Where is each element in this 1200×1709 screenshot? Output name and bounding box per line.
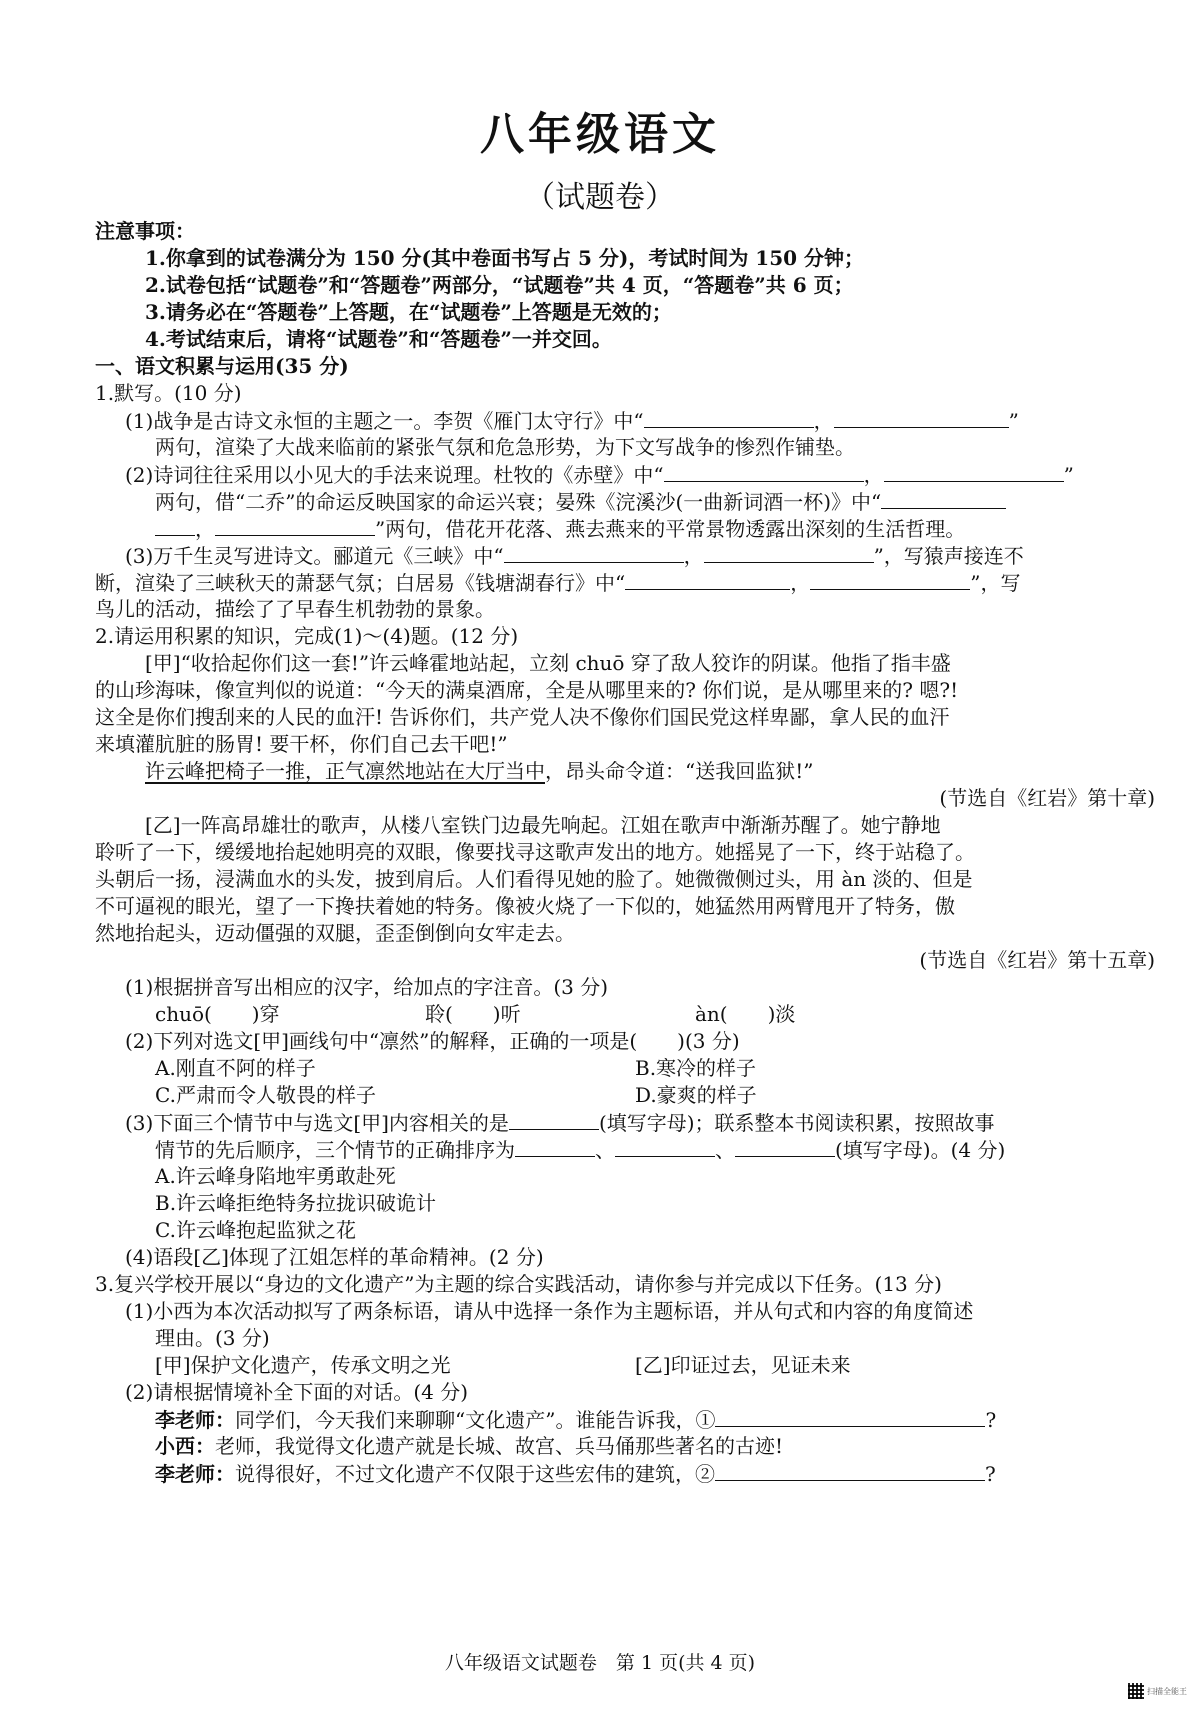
q2-sub3-cont-text2: (填写字母)。(4 分) (835, 1138, 1006, 1162)
answer-blank (735, 1136, 835, 1157)
question-3-stem: 3.复兴学校开展以“身边的文化遗产”为主题的综合实践活动，请你参与并完成以下任务。(13 分) (95, 1272, 942, 1296)
q1-part3-cont-text: 断，渲染了三峡秋天的萧瑟气氛；白居易《钱塘湖春行》中“ (95, 571, 626, 595)
passage-jia-line (95, 758, 1160, 785)
option-item: D.豪爽的样子 (635, 1083, 757, 1107)
dialog-end: ? (985, 1408, 997, 1432)
q1-part3-text: (3)万千生灵写进诗文。郦道元《三峡》中“ (125, 544, 504, 568)
q1-part3-cont-text2: ”，写 (970, 571, 1021, 595)
answer-blank (810, 569, 970, 590)
q2-sub2-options-row (95, 1082, 1160, 1109)
option-item: B.许云峰拒绝特务拉拢识破诡计 (155, 1191, 437, 1215)
answer-blank (715, 1406, 985, 1427)
scanner-watermark (1128, 1682, 1196, 1700)
q1-part2-cont2-text: ”两句，借花开花落、燕去燕来的平常景物透露出深刻的生活哲理。 (375, 517, 966, 541)
passage-yi-line: [乙]一阵高昂雄壮的歌声，从楼八室铁门边最先响起。江姐在歌声中渐渐苏醒了。她宁静地 (145, 813, 941, 837)
exam-body (95, 218, 1160, 1487)
q1-part2-cont (95, 488, 1160, 515)
note-item: 4.考试结束后，请将“试题卷”和“答题卷”一并交回。 (145, 327, 612, 351)
q2-sub3-cont (95, 1136, 1160, 1163)
q2-sub2: (2)下列对选文[甲]画线句中“凛然”的解释，正确的一项是( )(3 分) (125, 1029, 740, 1053)
comma: ， (863, 463, 884, 487)
q1-part2-text: (2)诗词往往采用以小见大的手法来说理。杜牧的《赤壁》中“ (125, 463, 664, 487)
answer-blank (155, 515, 195, 536)
q1-part1-cont: 两句，渲染了大战来临前的紧张气氛和危急形势，为下文写战争的惨烈作铺垫。 (155, 435, 855, 459)
quote-mark: ” (1008, 409, 1019, 433)
answer-blank (884, 461, 1064, 482)
answer-blank (615, 1136, 715, 1157)
pinyin-item: chuō( )穿 (155, 1002, 280, 1026)
page-title: 八年级语文 (480, 109, 720, 160)
dialog-text: 同学们，今天我们来聊聊“文化遗产”。谁能告诉我，① (235, 1408, 716, 1432)
separator: 、 (715, 1138, 735, 1162)
q2-sub3 (95, 1109, 1160, 1136)
comma: ， (790, 571, 811, 595)
dialog-text: 说得很好，不过文化遗产不仅限于这些宏伟的建筑，② (235, 1462, 715, 1486)
answer-blank (509, 1109, 599, 1130)
passage-jia-tail: ，昂头命令道：“送我回监狱!” (545, 759, 814, 783)
comma: ， (813, 409, 834, 433)
option-item: C.严肃而令人敬畏的样子 (155, 1083, 376, 1107)
dialog-end: ? (985, 1462, 996, 1486)
pinyin-item: àn( )淡 (695, 1002, 796, 1026)
comma: ， (683, 544, 704, 568)
q1-part3-cont2: 鸟儿的活动，描绘了了早春生机勃勃的景象。 (95, 597, 495, 621)
dialog-speaker: 小西： (155, 1434, 215, 1458)
underlined-sentence: 许云峰把椅子一推，正气凛然地站在大厅当中 (145, 759, 545, 783)
q1-part1-line (95, 407, 1160, 434)
qr-code-icon (1128, 1683, 1144, 1699)
passage-yi-line: 然地抬起头，迈动僵强的双腿，歪歪倒倒向女牢走去。 (95, 921, 575, 945)
q2-sub3-cont-text: 情节的先后顺序，三个情节的正确排序为 (155, 1138, 515, 1162)
answer-blank (664, 461, 864, 482)
dialog-line (95, 1460, 1160, 1487)
answer-blank (515, 1136, 595, 1157)
option-item: C.许云峰抱起监狱之花 (155, 1218, 356, 1242)
q2-sub1-items (95, 1001, 1160, 1028)
passage-jia-line: [甲]“收拾起你们这一套!”许云峰霍地站起，立刻 chuō 穿了敌人狡诈的阴谋。他指了指丰盛 (145, 651, 951, 675)
page-subtitle: （试题卷） (525, 180, 675, 215)
dialog-line (95, 1433, 1160, 1460)
q1-part2-cont2 (95, 515, 1160, 542)
option-item: A.许云峰身陷地牢勇敢赴死 (155, 1164, 396, 1188)
q2-sub3-text: (3)下面三个情节中与选文[甲]内容相关的是 (125, 1111, 509, 1135)
note-item: 1.你拿到的试卷满分为 150 分(其中卷面书写占 5 分)，考试时间为 150 分钟； (145, 246, 864, 270)
answer-blank (215, 515, 375, 536)
passage-source: (节选自《红岩》第十章) (939, 786, 1155, 810)
note-item: 2.试卷包括“试题卷”和“答题卷”两部分，“试题卷”共 4 页，“答题卷”共 6 页； (145, 273, 854, 297)
slogan-item: [甲]保护文化遗产，传承文明之光 (155, 1353, 451, 1377)
quote-mark: ” (1063, 463, 1074, 487)
question-1-stem: 1.默写。(10 分) (95, 381, 242, 405)
q1-part1-text: (1)战争是古诗文永恒的主题之一。李贺《雁门太守行》中“ (125, 409, 644, 433)
slogan-item: [乙]印证过去，见证未来 (635, 1353, 851, 1377)
passage-jia-line: 这全是你们搜刮来的人民的血汗! 告诉你们，共产党人决不像你们国民党这样卑鄙，拿人民的血汗 (95, 705, 950, 729)
passage-source: (节选自《红岩》第十五章) (919, 948, 1155, 972)
dialog-speaker: 李老师： (155, 1462, 235, 1486)
option-item: B.寒冷的样子 (635, 1056, 757, 1080)
passage-yi-line: 不可逼视的眼光，望了一下搀扶着她的特务。像被火烧了一下似的，她猛然用两臂甩开了特务，傲 (95, 894, 955, 918)
slogan-row (95, 1352, 1160, 1379)
answer-blank (834, 407, 1009, 428)
comma: ， (195, 517, 215, 541)
q1-part3-text2: ”，写猿声接连不 (873, 544, 1024, 568)
passage-jia-line: 来填灌肮脏的肠胃! 要干杯，你们自己去干吧!” (95, 732, 508, 756)
passage-jia-line: 的山珍海味，像宣判似的说道：“今天的满桌酒席，全是从哪里来的? 你们说，是从哪里来的? 嗯?! (95, 678, 959, 702)
answer-blank (625, 569, 790, 590)
q3-sub2: (2)请根据情境补全下面的对话。(4 分) (125, 1380, 469, 1404)
q2-sub3-text2: (填写字母)；联系整本书阅读积累，按照故事 (598, 1111, 995, 1135)
answer-blank (715, 1460, 985, 1481)
note-item: 3.请务必在“答题卷”上答题，在“试题卷”上答题是无效的； (145, 300, 672, 324)
q2-sub4: (4)语段[乙]体现了江姐怎样的革命精神。(2 分) (125, 1245, 544, 1269)
page-footer: 八年级语文试题卷 第 1 页(共 4 页) (444, 1652, 756, 1674)
q1-part3-cont (95, 569, 1160, 596)
q1-part2-line (95, 461, 1160, 488)
q1-part2-cont-text: 两句，借“二乔”的命运反映国家的命运兴衰；晏殊《浣溪沙(一曲新词酒一杯)》中“ (155, 490, 882, 514)
answer-blank (504, 542, 684, 563)
scanner-label: 扫描全能王 (1147, 1686, 1187, 1696)
option-item: A.刚直不阿的样子 (155, 1056, 316, 1080)
notes-heading: 注意事项： (95, 219, 195, 243)
passage-yi-line: 头朝后一扬，浸满血水的头发，披到肩后。人们看得见她的脸了。她微微侧过头，用 àn 淡的、但是 (95, 867, 973, 891)
dialog-text: 老师，我觉得文化遗产就是长城、故宫、兵马俑那些著名的古迹! (215, 1434, 784, 1458)
passage-yi-line: 聆听了一下，缓缓地抬起她明亮的双眼，像要找寻这歌声发出的地方。她摇晃了一下，终于站稳了。 (95, 840, 975, 864)
q3-sub1-cont: 理由。(3 分) (155, 1326, 270, 1350)
dialog-line (95, 1406, 1160, 1433)
answer-blank (704, 542, 874, 563)
section-heading: 一、语文积累与运用(35 分) (95, 354, 349, 378)
separator: 、 (595, 1138, 615, 1162)
question-2-stem: 2.请运用积累的知识，完成(1)～(4)题。(12 分) (95, 624, 519, 648)
dialog-speaker: 李老师： (155, 1408, 235, 1432)
q1-part3-line (95, 542, 1160, 569)
answer-blank (881, 488, 1006, 509)
q2-sub2-options-row (95, 1055, 1160, 1082)
q2-sub1: (1)根据拼音写出相应的汉字，给加点的字注音。(3 分) (125, 975, 609, 999)
pinyin-item: 聆( )听 (425, 1002, 521, 1026)
answer-blank (644, 407, 814, 428)
q3-sub1: (1)小西为本次活动拟写了两条标语，请从中选择一条作为主题标语，并从句式和内容的角度简述 (125, 1299, 974, 1323)
